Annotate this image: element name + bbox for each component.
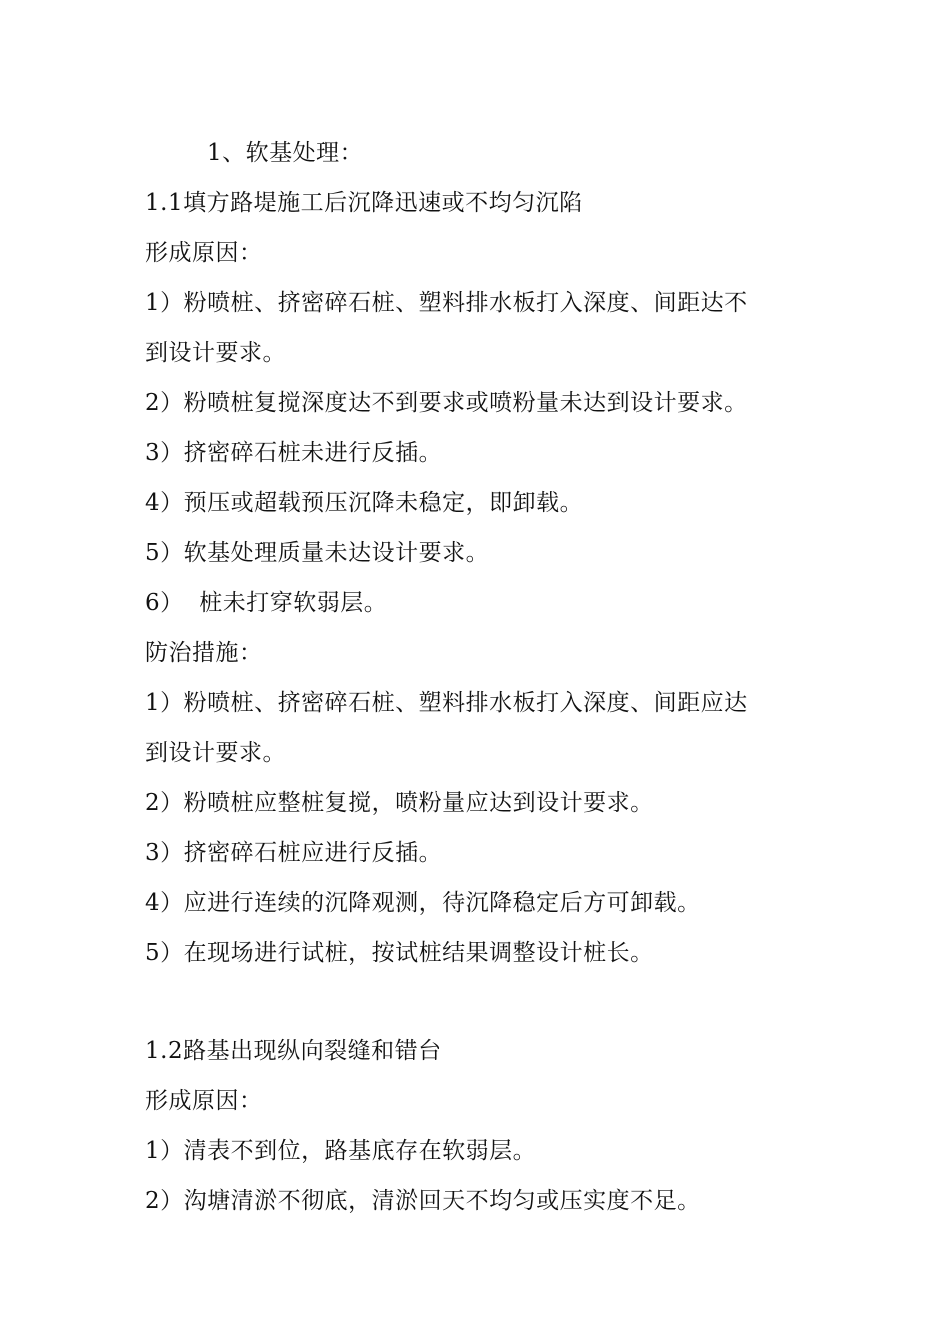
cause-item: 5）软基处理质量未达设计要求。 [145,540,490,566]
cause-item-continuation: 到设计要求。 [145,340,286,366]
measure-item: 3）挤密碎石桩应进行反插。 [145,840,443,866]
subsection-title-1-2: 1.2路基出现纵向裂缝和错台 [145,1038,442,1064]
section-heading: 1、软基处理： [207,140,364,166]
cause-item: 2）粉喷桩复搅深度达不到要求或喷粉量未达到设计要求。 [145,390,748,416]
causes-label: 形成原因： [145,240,263,266]
cause-item: 1）粉喷桩、挤密碎石桩、塑料排水板打入深度、间距达不 [145,290,748,316]
measures-label: 防治措施： [145,640,263,666]
subsection-title-1-1: 1.1填方路堤施工后沉降迅速或不均匀沉陷 [145,190,583,216]
cause-item: 2）沟塘清淤不彻底，清淤回天不均匀或压实度不足。 [145,1188,701,1214]
measure-item-continuation: 到设计要求。 [145,740,286,766]
cause-item: 3）挤密碎石桩未进行反插。 [145,440,443,466]
cause-item: 6） 桩未打穿软弱层。 [145,590,388,616]
measure-item: 4）应进行连续的沉降观测，待沉降稳定后方可卸载。 [145,890,701,916]
causes-label: 形成原因： [145,1088,263,1114]
paragraph-spacer [145,978,805,1026]
measure-item: 2）粉喷桩应整桩复搅，喷粉量应达到设计要求。 [145,790,654,816]
cause-item: 4）预压或超载预压沉降未稳定，即卸载。 [145,490,584,516]
measure-item: 1）粉喷桩、挤密碎石桩、塑料排水板打入深度、间距应达 [145,690,748,716]
document-body [145,128,805,1226]
cause-item: 1）清表不到位，路基底存在软弱层。 [145,1138,537,1164]
measure-item: 5）在现场进行试桩，按试桩结果调整设计桩长。 [145,940,654,966]
